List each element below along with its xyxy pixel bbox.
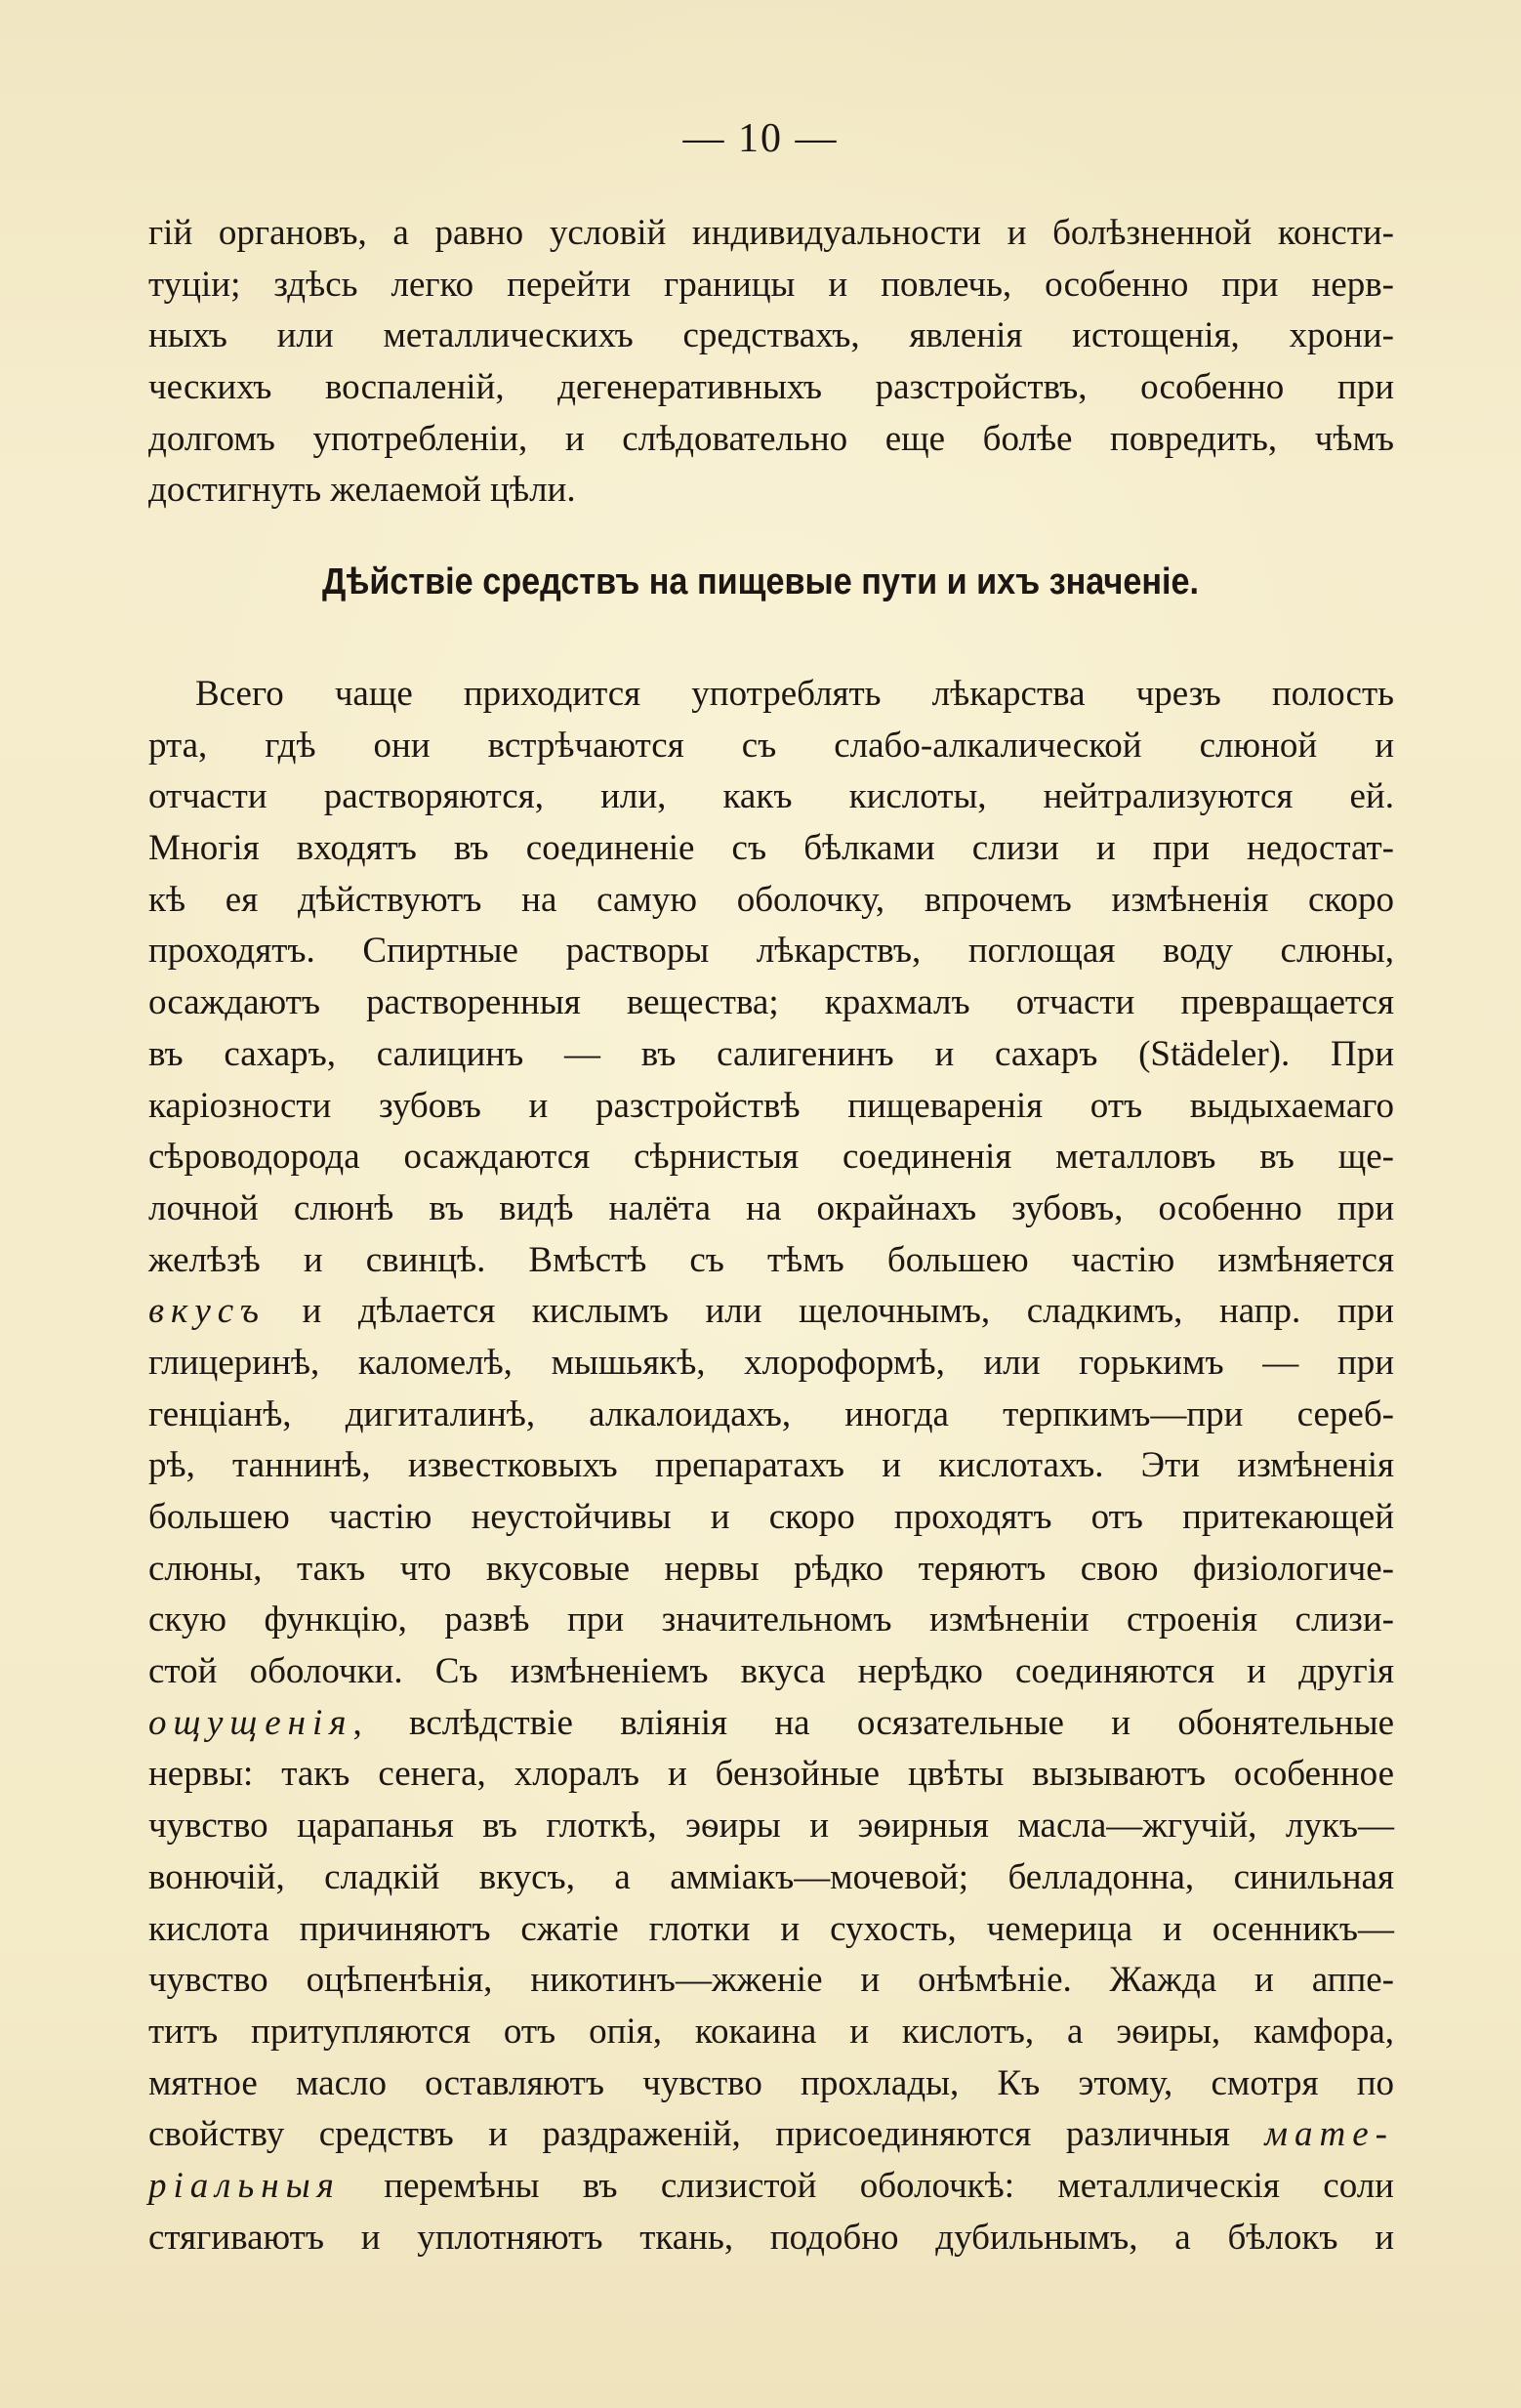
text-line: сѣроводорода осаждаются сѣрнистыя соединенія металловъ въ ще- bbox=[148, 1137, 1394, 1178]
text-line: нервы: такъ сенега, хлоралъ и бензойные цвѣты вызываютъ особенное bbox=[148, 1754, 1394, 1795]
text-line: слюны, такъ что вкусовые нервы рѣдко теряютъ свою физіологиче- bbox=[148, 1548, 1394, 1589]
text-line: гій органовъ, а равно условій индивидуальности и болѣзненной консти- bbox=[148, 213, 1394, 253]
text-line: ныхъ или металлическихъ средствахъ, явленія истощенія, хрони- bbox=[148, 315, 1394, 356]
text-line bbox=[148, 1286, 1394, 1338]
text-line: рта, гдѣ они встрѣчаются съ слабо-алкалической слюной и bbox=[148, 725, 1394, 766]
text-line: титъ притупляются отъ опія, кокаина и кислотъ, а эѳиры, камфора, bbox=[148, 2011, 1394, 2052]
text-line: въ сахаръ, салицинъ — въ салигенинъ и сахаръ (Städeler). При bbox=[148, 1033, 1394, 1074]
emphasized-term: ощущенія bbox=[148, 1702, 353, 1743]
emphasized-term: вкусъ bbox=[148, 1291, 266, 1332]
text-line: вонючій, сладкій вкусъ, а амміакъ—мочевой; белладонна, синильная bbox=[148, 1856, 1394, 1897]
paragraph-body bbox=[148, 669, 1394, 2263]
text-line: стой оболочки. Съ измѣненіемъ вкуса нерѣдко соединяются и другія bbox=[148, 1651, 1394, 1692]
text-line: туціи; здѣсь легко перейти границы и повлечь, особенно при нерв- bbox=[148, 264, 1394, 305]
text-line: кислота причиняютъ сжатіе глотки и сухость, чемерица и осенникъ— bbox=[148, 1908, 1394, 1949]
text-line bbox=[148, 2109, 1394, 2161]
paragraph-continuation bbox=[148, 208, 1394, 517]
text-line: чувство оцѣпенѣнія, никотинъ—жженіе и онѣмѣніе. Жажда и аппе- bbox=[148, 1960, 1394, 2001]
text-line: каріозности зубовъ и разстройствѣ пищеваренія отъ выдыхаемаго bbox=[148, 1085, 1394, 1126]
text-line: долгомъ употребленіи, и слѣдовательно еще болѣе повредить, чѣмъ bbox=[148, 418, 1394, 459]
text-fragment: , вслѣдствіе вліянія на осязательные и обонятельные bbox=[352, 1702, 1394, 1743]
section-heading: Дѣйствіе средствъ на пищевые пути и ихъ значеніе. bbox=[321, 561, 1200, 602]
text-line: осаждаютъ растворенныя вещества; крахмалъ отчасти превращается bbox=[148, 982, 1394, 1023]
text-line bbox=[148, 2161, 1394, 2213]
text-line: Многія входятъ въ соединеніе съ бѣлками слизи и при недостат- bbox=[148, 828, 1394, 869]
text-line: лочной слюнѣ въ видѣ налёта на окрайнахъ зубовъ, особенно при bbox=[148, 1187, 1394, 1228]
text-line: генціанѣ, дигиталинѣ, алкалоидахъ, иногда терпкимъ—при сереб- bbox=[148, 1393, 1394, 1434]
text-line: отчасти растворяются, или, какъ кислоты, нейтрализуются ей. bbox=[148, 776, 1394, 817]
text-line: скую функцію, развѣ при значительномъ измѣненіи строенія слизи- bbox=[148, 1599, 1394, 1640]
text-fragment: свойству средствъ и раздраженій, присоединяются различныя bbox=[148, 2114, 1265, 2155]
text-line: большею частію неустойчивы и скоро проходятъ отъ притекающей bbox=[148, 1497, 1394, 1537]
text-line: мятное масло оставляютъ чувство прохлады, Къ этому, смотря по bbox=[148, 2062, 1394, 2103]
text-line: достигнуть желаемой цѣли. bbox=[148, 470, 576, 511]
text-line: проходятъ. Спиртные растворы лѣкарствъ, поглощая воду слюны, bbox=[148, 931, 1394, 972]
text-fragment: перемѣны въ слизистой оболочкѣ: металлическія соли bbox=[340, 2165, 1394, 2206]
emphasized-term: мате- bbox=[1264, 2114, 1394, 2155]
text-line: ческихъ воспаленій, дегенеративныхъ разстройствъ, особенно при bbox=[148, 367, 1394, 408]
text-line: глицеринѣ, каломелѣ, мышьякѣ, хлороформѣ, или горькимъ — при bbox=[148, 1342, 1394, 1383]
page-number: — 10 — bbox=[682, 116, 839, 161]
text-line: чувство царапанья въ глоткѣ, эѳиры и эѳирныя масла—жгучій, лукъ— bbox=[148, 1806, 1394, 1847]
text-line: Всего чаще приходится употреблять лѣкарства чрезъ полость bbox=[195, 674, 1394, 714]
text-fragment: и дѣлается кислымъ или щелочнымъ, сладкимъ, напр. при bbox=[265, 1291, 1394, 1332]
text-line: кѣ ея дѣйствуютъ на самую оболочку, впрочемъ измѣненія скоро bbox=[148, 879, 1394, 920]
text-line: стягиваютъ и уплотняютъ ткань, подобно дубильнымъ, а бѣлокъ и bbox=[148, 2217, 1394, 2258]
text-line: рѣ, таннинѣ, известковыхъ препаратахъ и кислотахъ. Эти измѣненія bbox=[148, 1445, 1394, 1486]
text-line bbox=[148, 1698, 1394, 1750]
text-line: желѣзѣ и свинцѣ. Вмѣстѣ съ тѣмъ большею частію измѣняется bbox=[148, 1239, 1394, 1280]
emphasized-term: ріальныя bbox=[148, 2165, 341, 2206]
